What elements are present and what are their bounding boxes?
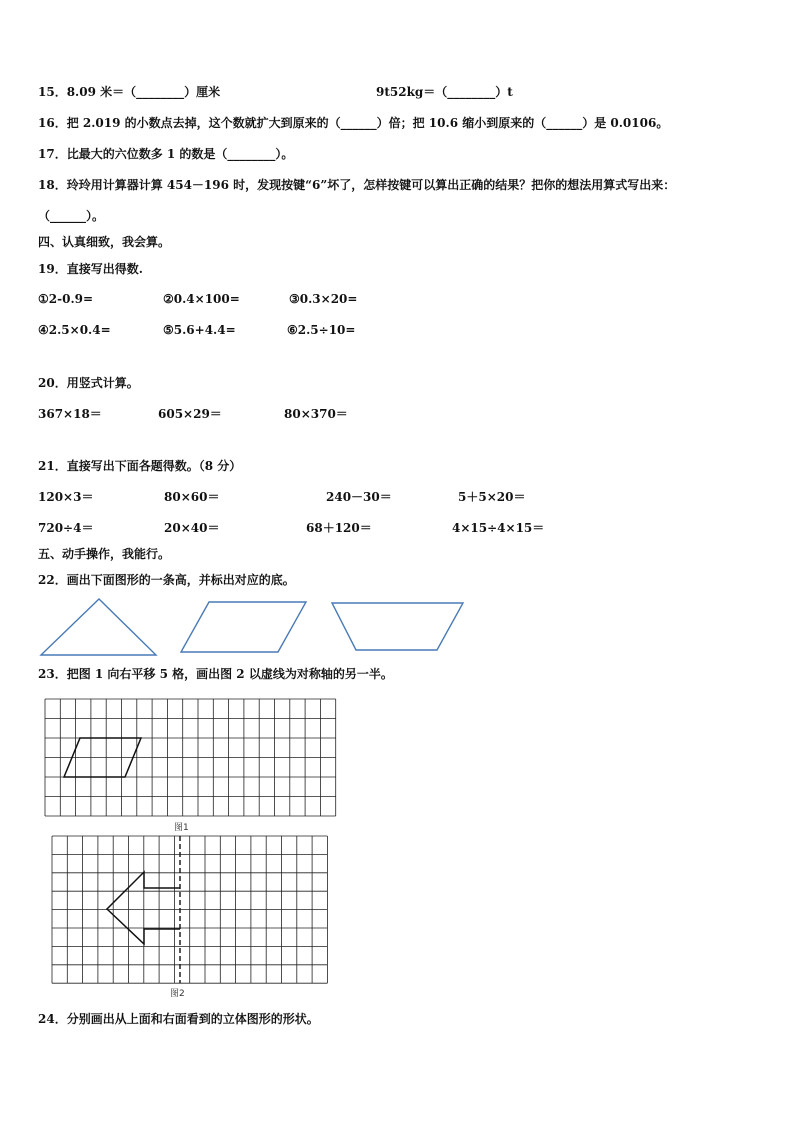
q20-title: 20．用竖式计算。 (38, 376, 139, 390)
q20-item-3: 80×370＝ (284, 407, 348, 421)
figure2-caption: 图2 (170, 989, 185, 999)
section-5-heading: 五、动手操作，我能行。 (38, 547, 171, 561)
q21-r2-c3: 68＋120＝ (306, 521, 372, 535)
figure1-caption: 图1 (174, 823, 189, 833)
q23-title: 23．把图 1 向右平移 5 格，画出图 2 以虚线为对称轴的另一半。 (38, 667, 393, 681)
q19-item-3: ③0.3×20= (289, 292, 358, 306)
q21-r1-c2: 80×60＝ (164, 490, 220, 504)
q21-r2-c4: 4×15÷4×15＝ (452, 521, 545, 535)
q21-r1-c1: 120×3＝ (38, 490, 94, 504)
q21-r1-c4: 5＋5×20＝ (458, 490, 526, 504)
q21-r2-c2: 20×40＝ (164, 521, 220, 535)
q18-line2: （______）。 (38, 209, 105, 223)
q15-part-b: 9t52kg＝（________）t (376, 85, 513, 99)
q20-item-1: 367×18＝ (38, 407, 102, 421)
q19-item-2: ②0.4×100= (163, 292, 240, 306)
parallelogram-shape (181, 602, 306, 652)
q19-item-1: ①2-0.9= (38, 292, 94, 306)
q22-title: 22．画出下面图形的一条高，并标出对应的底。 (38, 573, 295, 587)
q19-item-4: ④2.5×0.4= (38, 323, 111, 337)
q19-title: 19．直接写出得数. (38, 262, 143, 276)
figure1-grid (45, 699, 336, 816)
q16-text: 16．把 2.019 的小数点去掉，这个数就扩大到原来的（______）倍；把 10.6 缩小到原来的（______）是 0.0106。 (38, 116, 669, 130)
q21-title: 21．直接写出下面各题得数。（8 分） (38, 459, 242, 473)
triangle-shape (41, 599, 156, 655)
q21-r2-c1: 720÷4＝ (38, 521, 94, 535)
q18-line1: 18．玲玲用计算器计算 454－196 时，发现按键“6”坏了，怎样按键可以算出正确的结果？把你的想法用算式写出来： (38, 178, 676, 192)
q20-item-2: 605×29＝ (158, 407, 222, 421)
q15-part-a: 15．8.09 米＝（________）厘米 (38, 85, 221, 99)
q19-item-6: ⑥2.5÷10= (287, 323, 356, 337)
section-4-heading: 四、认真细致，我会算。 (38, 235, 171, 249)
q24-title: 24．分别画出从上面和右面看到的立体图形的形状。 (38, 1012, 319, 1026)
q17-text: 17．比最大的六位数多 1 的数是（________）。 (38, 147, 294, 161)
q21-r1-c3: 240－30＝ (326, 490, 392, 504)
trapezoid-shape (332, 603, 463, 650)
figure2-grid (52, 836, 327, 983)
q19-item-5: ⑤5.6+4.4= (163, 323, 236, 337)
